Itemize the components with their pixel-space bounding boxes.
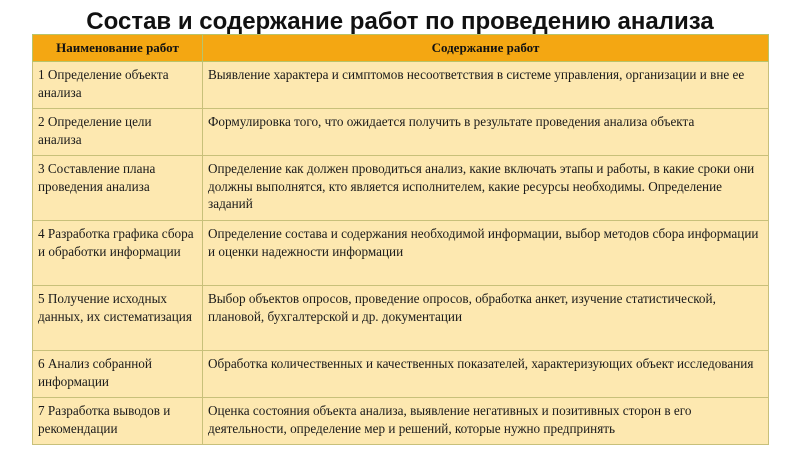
work-content-cell: Оценка состояния объекта анализа, выявление негативных и позитивных сторон в его деятельности, определение мер и решений, которые нужно предпринять xyxy=(203,398,769,445)
work-name-cell: 1 Определение объекта анализа xyxy=(33,62,203,109)
table-row xyxy=(33,109,769,156)
table-row xyxy=(33,221,769,286)
work-content-cell: Формулировка того, что ожидается получить в результате проведения анализа объекта xyxy=(203,109,769,156)
works-table xyxy=(32,34,769,445)
work-content-cell: Выявление характера и симптомов несоответствия в системе управления, организации и вне ее xyxy=(203,62,769,109)
column-header-content: Содержание работ xyxy=(203,35,769,62)
work-content-cell: Определение как должен проводиться анализ, какие включать этапы и работы, в какие сроки они должны выполнятся, кто является исполнителем, какие ресурсы необходимы. Определение заданий xyxy=(203,156,769,221)
work-name-cell: 2 Определение цели анализа xyxy=(33,109,203,156)
table-header-row xyxy=(33,35,769,62)
work-name-cell: 3 Составление плана проведения анализа xyxy=(33,156,203,221)
page-title: Состав и содержание работ по проведению анализа xyxy=(86,8,714,35)
work-name-cell: 7 Разработка выводов и рекомендации xyxy=(33,398,203,445)
work-content-cell: Выбор объектов опросов, проведение опросов, обработка анкет, изучение статистической, плановой, бухгалтерской и др. документации xyxy=(203,286,769,351)
table-row xyxy=(33,62,769,109)
work-name-cell: 6 Анализ собранной информации xyxy=(33,351,203,398)
work-content-cell: Определение состава и содержания необходимой информации, выбор методов сбора информации и оценки надежности информации xyxy=(203,221,769,286)
table-row xyxy=(33,351,769,398)
table-row xyxy=(33,286,769,351)
work-name-cell: 5 Получение исходных данных, их систематизация xyxy=(33,286,203,351)
table-row xyxy=(33,398,769,445)
work-name-cell: 4 Разработка графика сбора и обработки информации xyxy=(33,221,203,286)
work-content-cell: Обработка количественных и качественных показателей, характеризующих объект исследования xyxy=(203,351,769,398)
table-row xyxy=(33,156,769,221)
column-header-name: Наименование работ xyxy=(33,35,203,62)
